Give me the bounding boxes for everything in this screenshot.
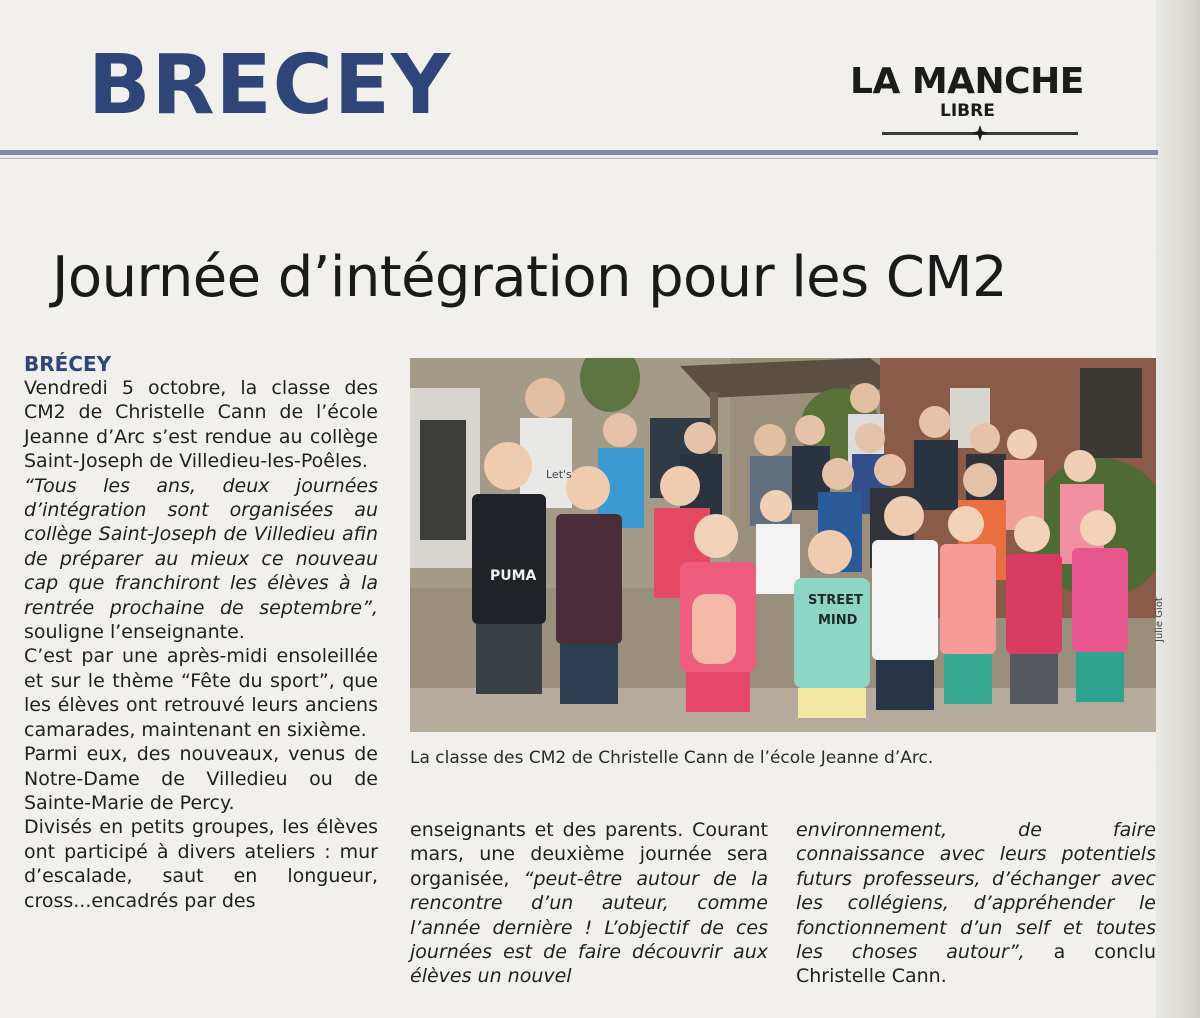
paragraph-5: Divisés en petits groupes, les élèves ont participé à divers ateliers : mur d’escalade, saut en longueur, cross...encadrés par des: [24, 816, 378, 912]
article-column-1: [24, 352, 378, 913]
newspaper-logo: [846, 60, 1110, 144]
headline: Journée d’intégration pour les CM2: [52, 245, 1008, 310]
dateline: BRÉCEY: [24, 352, 112, 376]
paragraph-2: [24, 474, 378, 645]
photo-caption: La classe des CM2 de Christelle Cann de l’école Jeanne d’Arc.: [410, 748, 934, 768]
article-column-2: [410, 818, 768, 989]
class-photo: [410, 358, 1156, 732]
section-name: BRECEY: [88, 38, 452, 133]
paper-edge: [1156, 0, 1200, 1018]
photo-credit: Julie Giot: [1154, 597, 1165, 642]
column-2-text: [410, 818, 768, 989]
quote-1: “Tous les ans, deux journées d’intégration sont organisées au collège Saint-Joseph de Villedieu afin de préparer au mieux ce nouveau cap que franchiront les élèves à la rentrée prochaine de septembre”,: [24, 474, 378, 619]
paragraph-1: Vendredi 5 octobre, la classe des CM2 de Christelle Cann de l’école Jeanne d’Arc s’est rendue au collège Saint-Joseph de Villedieu-les-Poêles.: [24, 377, 378, 473]
shirt-text-mind: MIND: [818, 613, 858, 628]
logo-line1: LA MANCHE: [850, 61, 1084, 102]
column-2-intro: enseignants et des parents. Courant mars, une deuxième journée sera organisée,: [410, 819, 768, 890]
logo-line2: LIBRE: [940, 101, 995, 121]
shirt-text-lets: Let's: [546, 468, 572, 481]
article-column-3: [796, 818, 1156, 989]
shirt-text-street: STREET: [808, 593, 863, 608]
column-3-text: [796, 818, 1156, 989]
paragraph-3: C’est par une après-midi ensoleillée et sur le thème “Fête du sport”, que les élèves ont retrouvé leurs anciens camarades, maintenant en sixième.: [24, 645, 378, 741]
quote-3: environnement, de faire connaissance avec leurs potentiels futurs professeurs, d’échanger avec les collégiens, d’appréhender le fonctionnement d’un self et toutes les choses autour”,: [796, 819, 1156, 964]
header-rule-thin: [0, 158, 1158, 159]
logo-star-icon: [972, 125, 988, 141]
quote-1-attribution: souligne l’enseignante.: [24, 621, 245, 644]
quote-2: “peut-être autour de la rencontre d’un auteur, comme l’année dernière ! L’objectif de ces journées est de faire découvrir aux élèves un nouvel: [410, 867, 769, 988]
column-3-attribution: a conclu Christelle Cann.: [796, 941, 1156, 988]
class-photo-illustration: [410, 358, 1156, 732]
header-rule: [0, 150, 1158, 155]
shirt-text-puma: PUMA: [490, 568, 537, 584]
paragraph-4: Parmi eux, des nouveaux, venus de Notre-Dame de Villedieu ou de Sainte-Marie de Percy.: [24, 743, 378, 814]
